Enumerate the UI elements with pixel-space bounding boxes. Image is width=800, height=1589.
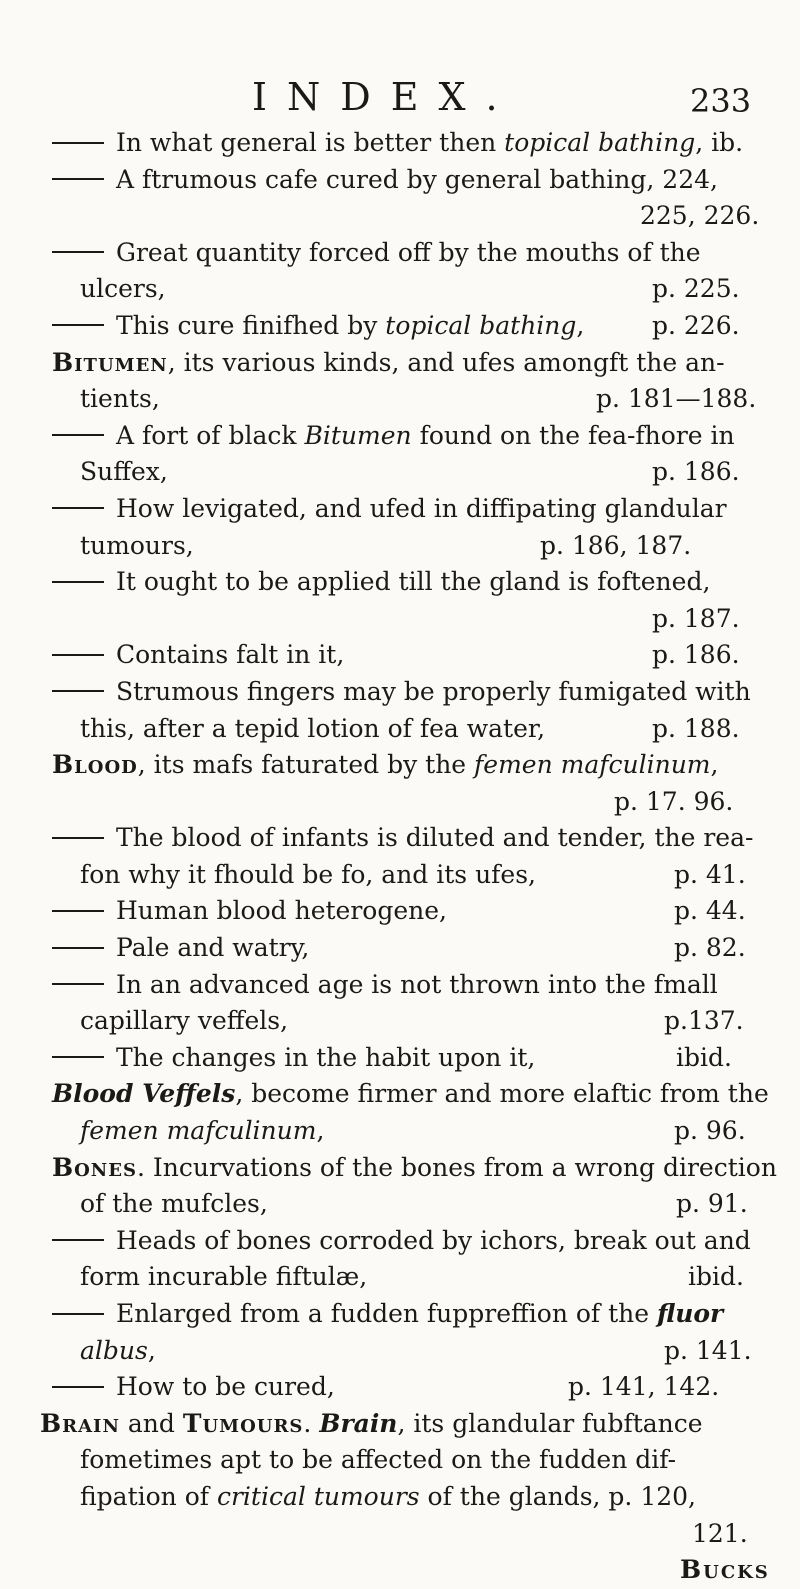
index-line: Strumous fingers may be properly fumigated with bbox=[0, 674, 800, 711]
index-line: Enlarged from a fudden fuppreffion of the fluor bbox=[0, 1296, 800, 1333]
ditto-dash bbox=[52, 324, 104, 326]
ditto-dash bbox=[52, 947, 104, 949]
index-line: The blood of infants is diluted and tender, the rea- bbox=[0, 820, 800, 857]
running-title: INDEX. bbox=[252, 75, 518, 119]
index-line: capillary veffels, p.137. bbox=[80, 1006, 744, 1036]
index-line: this, after a tepid lotion of fea water, p. 188. bbox=[80, 713, 740, 743]
entry-heading: Bones bbox=[52, 1152, 137, 1182]
index-line: form incurable fiftulæ, ibid. bbox=[80, 1262, 744, 1292]
index-line: of the mufcles, p. 91. bbox=[80, 1189, 748, 1219]
index-line: tumours, p. 186, 187. bbox=[80, 530, 692, 560]
index-line: femen mafculinum, p. 96. bbox=[80, 1116, 746, 1146]
ditto-dash bbox=[52, 507, 104, 509]
index-line: fometimes apt to be affected on the fudden dif- bbox=[80, 1445, 677, 1475]
page-header bbox=[0, 72, 800, 122]
index-line: Brain and Tumours. Brain, its glandular fubftance bbox=[40, 1408, 703, 1438]
ditto-dash bbox=[52, 1313, 104, 1315]
index-line: Contains falt in it, p. 186. bbox=[0, 637, 800, 674]
catchword: Bucks bbox=[680, 1555, 770, 1585]
ditto-dash bbox=[52, 178, 104, 180]
index-entries bbox=[0, 125, 800, 1589]
ditto-dash bbox=[52, 1386, 104, 1388]
index-line: Blood Veffels, become firmer and more elaftic from the bbox=[52, 1079, 769, 1109]
index-line: Suffex, p. 186. bbox=[80, 457, 740, 487]
page-number: 233 bbox=[690, 82, 752, 120]
ditto-dash bbox=[52, 1239, 104, 1241]
index-line: It ought to be applied till the gland is foftened, bbox=[0, 564, 800, 601]
index-line: tients, p. 181—188. bbox=[80, 384, 757, 414]
index-line: Heads of bones corroded by ichors, break out and bbox=[0, 1223, 800, 1260]
catchword-line bbox=[0, 1552, 800, 1589]
index-line: p. 17. 96. bbox=[614, 786, 734, 816]
index-line: Human blood heterogene, p. 44. bbox=[0, 893, 800, 930]
index-line: A fort of black Bitumen found on the fea-fhore in bbox=[0, 418, 800, 455]
entry-heading: Brain bbox=[40, 1408, 120, 1438]
index-line: 121. bbox=[692, 1518, 748, 1548]
ditto-dash bbox=[52, 690, 104, 692]
ditto-dash bbox=[52, 251, 104, 253]
index-line: p. 187. bbox=[652, 603, 740, 633]
ditto-dash bbox=[52, 983, 104, 985]
index-line: fipation of critical tumours of the glands, p. 120, bbox=[80, 1481, 696, 1511]
entry-heading: Tumours bbox=[182, 1408, 304, 1438]
ditto-dash bbox=[52, 581, 104, 583]
entry-heading: Blood bbox=[52, 750, 138, 780]
ditto-dash bbox=[52, 434, 104, 436]
index-line: ulcers, p. 225. bbox=[80, 274, 740, 304]
index-line: Pale and watry, p. 82. bbox=[0, 930, 800, 967]
ditto-dash bbox=[52, 654, 104, 656]
index-line: A ftrumous cafe cured by general bathing, 224, bbox=[0, 162, 800, 199]
index-line: How to be cured, p. 141, 142. bbox=[0, 1369, 800, 1406]
index-line: fon why it fhould be fo, and its ufes, p. 41. bbox=[80, 859, 746, 889]
index-line: Bitumen, its various kinds, and ufes amongft the an- bbox=[52, 347, 725, 377]
index-line: In what general is better then topical bathing, ib. bbox=[0, 125, 800, 162]
index-line: In an advanced age is not thrown into the fmall bbox=[0, 967, 800, 1004]
index-line: Great quantity forced off by the mouths of the bbox=[0, 235, 800, 272]
index-line: 225, 226. bbox=[640, 201, 760, 231]
index-line: Blood, its mafs faturated by the femen mafculinum, bbox=[52, 750, 719, 780]
index-line: This cure finifhed by topical bathing, p. 226. bbox=[0, 308, 800, 345]
entry-heading: Bitumen bbox=[52, 347, 168, 377]
index-line: How levigated, and ufed in diffipating glandular bbox=[0, 491, 800, 528]
index-line: albus, p. 141. bbox=[80, 1335, 752, 1365]
ditto-dash bbox=[52, 837, 104, 839]
index-line: The changes in the habit upon it, ibid. bbox=[0, 1040, 800, 1077]
index-line: Bones. Incurvations of the bones from a wrong direction bbox=[52, 1152, 777, 1182]
ditto-dash bbox=[52, 142, 104, 144]
ditto-dash bbox=[52, 1056, 104, 1058]
ditto-dash bbox=[52, 910, 104, 912]
